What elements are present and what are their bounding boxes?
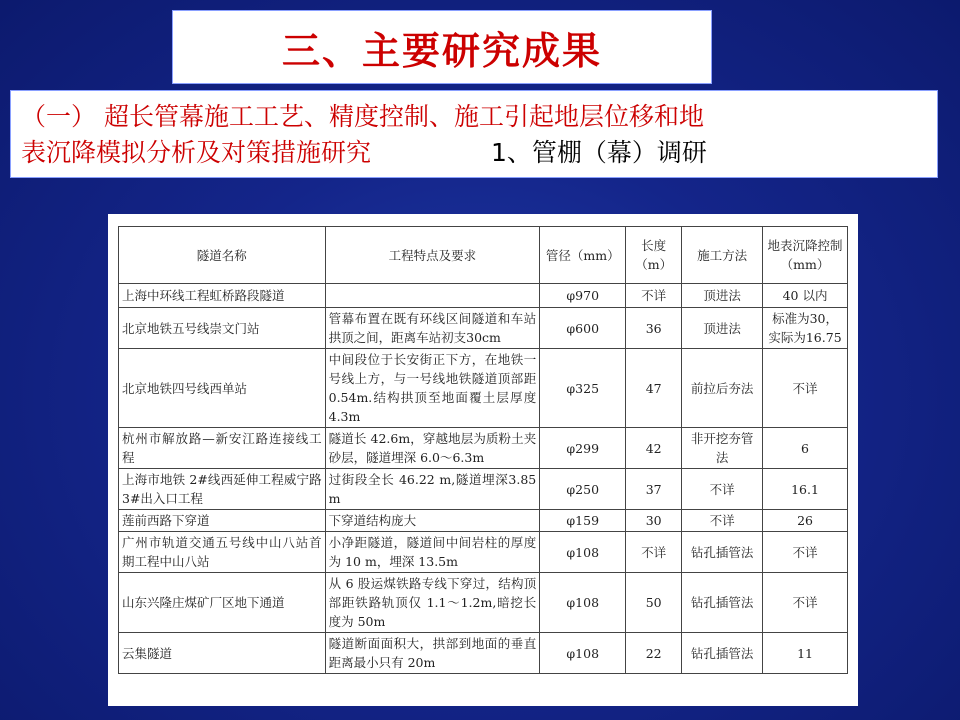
cell-name: 莲前西路下穿道: [119, 510, 326, 532]
subtitle-line-2: [21, 135, 927, 171]
cell-length: 50: [626, 573, 682, 633]
cell-features: 小净距隧道，隧道间中间岩柱的厚度为 10 m，埋深 13.5m: [325, 532, 540, 573]
cell-length: 22: [626, 633, 682, 674]
cell-settlement: 11: [763, 633, 848, 674]
cell-name: 杭州市解放路—新安江路连接线工程: [119, 428, 326, 469]
cell-settlement: 标准为30，实际为16.75: [763, 308, 848, 349]
header-diameter: 管径（mm）: [540, 227, 626, 284]
cell-settlement: 40 以内: [763, 284, 848, 308]
subtitle-line-2-text: 表沉降模拟分析及对策措施研究: [21, 138, 372, 167]
cell-length: 36: [626, 308, 682, 349]
cell-method: 顶进法: [682, 284, 763, 308]
cell-diameter: φ159: [540, 510, 626, 532]
cell-method: 顶进法: [682, 308, 763, 349]
table-row: [119, 284, 848, 308]
table-row: [119, 349, 848, 428]
header-name: 隧道名称: [119, 227, 326, 284]
cell-features: 中间段位于长安街正下方，在地铁一号线上方，与一号线地铁隧道顶部距 0.54m.结构拱顶至地面覆土层厚度 4.3m: [325, 349, 540, 428]
cell-name: 上海中环线工程虹桥路段隧道: [119, 284, 326, 308]
cell-length: 42: [626, 428, 682, 469]
cell-length: 37: [626, 469, 682, 510]
table-row: [119, 573, 848, 633]
cell-features: 过街段全长 46.22 m,隧道埋深3.85 m: [325, 469, 540, 510]
table-row: [119, 308, 848, 349]
title-box: [172, 10, 712, 84]
cell-method: 钻孔插管法: [682, 573, 763, 633]
table-row: [119, 469, 848, 510]
cell-length: 不详: [626, 532, 682, 573]
table-image: [108, 214, 858, 706]
slide-title: 三、主要研究成果: [281, 28, 602, 73]
header-method: 施工方法: [682, 227, 763, 284]
cell-method: 不详: [682, 510, 763, 532]
cell-features: 从 6 股运煤铁路专线下穿过，结构顶部距铁路轨顶仅 1.1～1.2m,暗挖长度为 50m: [325, 573, 540, 633]
cell-features: 下穿道结构庞大: [325, 510, 540, 532]
cell-method: 钻孔插管法: [682, 633, 763, 674]
table-header-row: [119, 227, 848, 284]
cell-name: 北京地铁四号线西单站: [119, 349, 326, 428]
cell-settlement: 26: [763, 510, 848, 532]
subtitle-line-1: （一） 超长管幕施工工艺、精度控制、施工引起地层位移和地: [21, 102, 704, 131]
cell-features: 管幕布置在既有环线区间隧道和车站拱顶之间，距离车站初支30cm: [325, 308, 540, 349]
cell-method: 前拉后夯法: [682, 349, 763, 428]
cell-settlement: 不详: [763, 532, 848, 573]
header-length: 长度（m）: [626, 227, 682, 284]
cell-length: 30: [626, 510, 682, 532]
cell-length: 不详: [626, 284, 682, 308]
cell-features: 隧道长 42.6m，穿越地层为质粉土夹砂层，隧道埋深 6.0～6.3m: [325, 428, 540, 469]
cell-features: [325, 284, 540, 308]
cell-method: 非开挖夯管法: [682, 428, 763, 469]
cell-diameter: φ325: [540, 349, 626, 428]
subtitle-item: 1、管棚（幕）调研: [491, 138, 707, 167]
cell-features: 隧道断面面积大，拱部到地面的垂直距离最小只有 20m: [325, 633, 540, 674]
cell-diameter: φ970: [540, 284, 626, 308]
cell-method: 不详: [682, 469, 763, 510]
table-row: [119, 633, 848, 674]
cell-name: 广州市轨道交通五号线中山八站首期工程中山八站: [119, 532, 326, 573]
table-row: [119, 428, 848, 469]
table-row: [119, 532, 848, 573]
cell-settlement: 不详: [763, 573, 848, 633]
header-settlement: 地表沉降控制（mm）: [763, 227, 848, 284]
cell-settlement: 不详: [763, 349, 848, 428]
cell-length: 47: [626, 349, 682, 428]
cell-settlement: 6: [763, 428, 848, 469]
cell-diameter: φ299: [540, 428, 626, 469]
header-features: 工程特点及要求: [325, 227, 540, 284]
cell-method: 钻孔插管法: [682, 532, 763, 573]
cell-name: 山东兴隆庄煤矿厂区地下通道: [119, 573, 326, 633]
subtitle-box: [10, 90, 938, 178]
table-row: [119, 510, 848, 532]
cell-diameter: φ600: [540, 308, 626, 349]
cell-diameter: φ108: [540, 573, 626, 633]
cell-diameter: φ108: [540, 532, 626, 573]
cell-settlement: 16.1: [763, 469, 848, 510]
cell-name: 北京地铁五号线崇文门站: [119, 308, 326, 349]
cell-diameter: φ250: [540, 469, 626, 510]
cell-name: 云集隧道: [119, 633, 326, 674]
cell-name: 上海市地铁 2#线西延伸工程威宁路 3#出入口工程: [119, 469, 326, 510]
cell-diameter: φ108: [540, 633, 626, 674]
tunnel-survey-table: [118, 226, 848, 674]
